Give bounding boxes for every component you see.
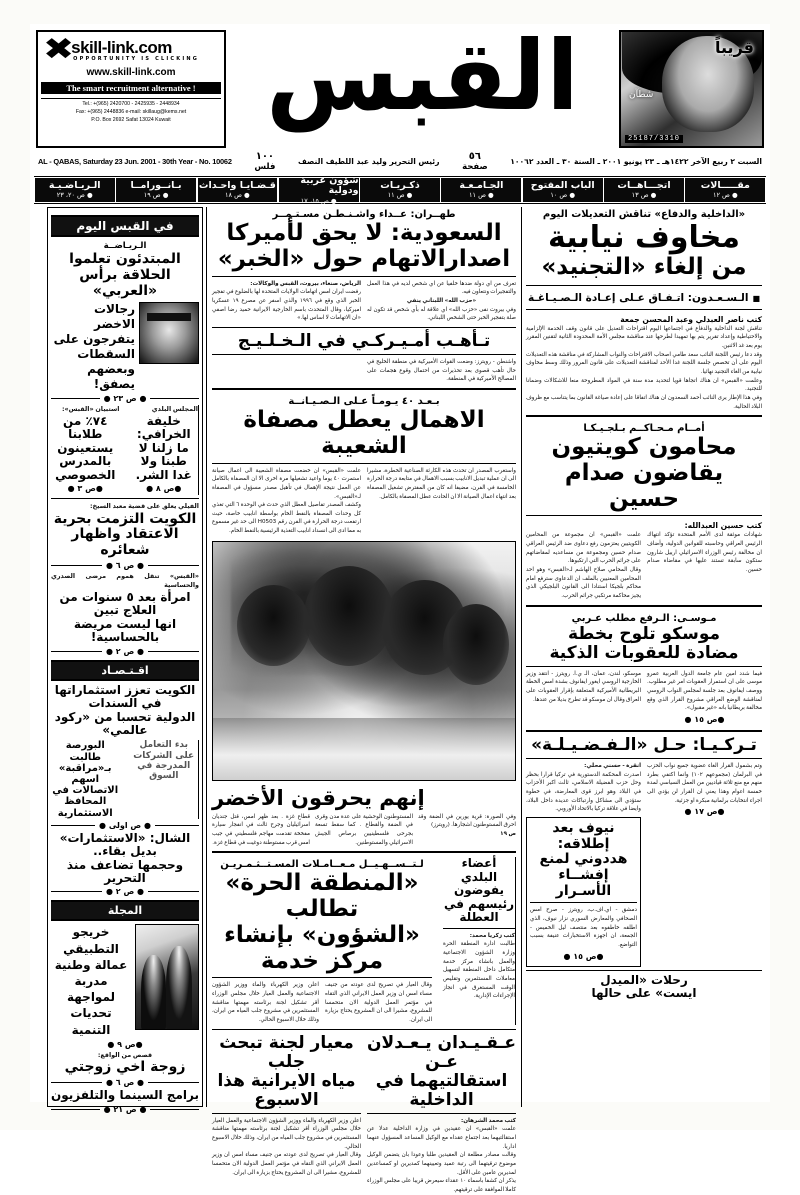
mid-sixth-headline-line2[interactable]: مياه الايرانية هذا الاسبوع [217, 1070, 356, 1110]
divider-with-page [51, 821, 199, 830]
digest-banner-magazine: المجلة [51, 900, 199, 921]
divider [530, 902, 637, 903]
photo-caption-page[interactable]: ص ١٩ [500, 831, 516, 838]
econ2-headline-line1[interactable]: الشال: «الاستثمارات» بديل بقاء.. [59, 830, 191, 859]
text-col [212, 358, 361, 384]
pages-count-block [462, 151, 488, 172]
mid-bottom-row [212, 1034, 516, 1195]
mid-fourth-body-side: طالبت ادارة المنطقة الحرة وزارة الشؤون الاجتماعية والعمل بانشاء مركز خدمة متكامل داخل المنطقة لتسهيل معاملات المستثمرين وتقليص الوقت المستغرق في انجاز الإجراءات الإدارية. [443, 941, 515, 1000]
health-headline-line2[interactable]: انها ليست مريضة بالحساسية! [73, 616, 177, 645]
mid-seventh-headline[interactable]: أعضاء البلدي يفوضون رئيسهم في العطلة [443, 856, 515, 925]
side-brief [438, 857, 516, 1024]
feeli-kicker: الفيلي يعلق على قضية معبد السيخ: [89, 502, 199, 511]
mid-sixth-story [212, 1034, 361, 1195]
health-page-tag[interactable]: ● ص ٢ ● [106, 646, 144, 656]
third-body-1: موسكو، لندن، عمان، الـ ي.ا. رويترز - انتقد وزير الخارجية الروسي ايغور ايفانوف بشدة امس الخطة البريطانية الأميركية المتعلقة بإقرار العقوبات على العراق وقال ان موسكو قد تطرح بديلا من عندها. [526, 670, 641, 703]
masthead-logo [228, 20, 617, 150]
divider [526, 415, 762, 417]
mid-sixth-body-2: وقال العيار في تصريح لدى عودته من جنيف مساء امس ان وزير العمل الايراني الذي التقاه في مؤتمر العمل الدولية الان متحمسا للمشروع، مشيرا الى ان المشروع يحتاج بزيارة الى ايران. [325, 982, 432, 1024]
photo-tree [237, 585, 309, 666]
ad-po-box: P.O. Box 2692 Safat 13024 Kuwait [91, 116, 171, 123]
divider [51, 498, 199, 499]
nav-page: ● ص ٢٠، ٢٣ [56, 191, 93, 200]
fourth-kicker[interactable]: تـركـيـا: حـل «الـفـضـيـلـة» [531, 735, 757, 756]
brief-municipal-headline[interactable]: خليفة الخرافي: ما زلنا لا طبنا ولا غدا الشر. [135, 413, 192, 482]
divider [212, 354, 516, 355]
nav-page: ● ص ١٨ [225, 191, 250, 200]
fifth-headline-line2[interactable]: هددوني لمنع [539, 851, 628, 868]
publication-info-line [30, 150, 770, 175]
fifth-page-tag[interactable]: ● ص ١٥ ● [530, 950, 637, 963]
lead-body-1: تناقش لجنة الداخلية والدفاع في اجتماعها اليوم اقتراحات التعديل على قانون وقف الخدمة الإلزامية والاحتياطية وإعداد تقرير يتم بها تمهيدا لطرحها عند مناقشة مجلس الأمة المحدودة الثانية لتقنين المقرر يوم بعد غد الاثنين. [526, 325, 762, 349]
promo-photo [619, 30, 764, 148]
divider [212, 276, 516, 277]
text-col [526, 531, 641, 600]
nav-label: بـانــورامــا [130, 179, 182, 191]
digest-banner-today: في القبس اليوم [51, 215, 199, 237]
mid-second-kicker[interactable]: تـأهـب أمـيـركـي في الـخـلـيـج [237, 331, 491, 352]
promo-barcode: 25187/3310 [625, 135, 683, 143]
mid-sixth-body-b: وقال العيار في تصريح لدى عودته من جنيف مساء امس ان وزير العمل الايراني الذي التقاه في مؤتمر العمل الدولية الان متحمسا للمشروع، مشيرا الى ان المشروع يحتاج بزيارة الى ايران. [212, 1152, 361, 1176]
nav-page: ● ص ١٣ [631, 191, 657, 200]
photo-caption-columns [212, 813, 516, 848]
pages-count-word: صفحة [462, 161, 488, 172]
digest-two-briefs [51, 405, 199, 495]
divider-with-page [51, 1078, 199, 1087]
econ-sub-right: البورصة طالبت بـ«مراقبة» اسهم الاتصالات في المحافظ الاستثمارية [52, 740, 119, 819]
lead-kicker: «الداخلية والدفاع» تناقش التعديلات اليوم [542, 209, 746, 221]
divider [212, 327, 516, 328]
econ-two-briefs [51, 740, 199, 818]
nav-page: ● ص ١٩ [143, 191, 169, 200]
brief-survey-page[interactable]: ● ص ٣ ● [51, 482, 120, 495]
lead-body-3: وعلمت «القبس» ان هناك اتجاها قويا لتحديد مدة سنة في المواد المطروحة منعا للاشكالات وضمانا للتجنيد. [526, 377, 762, 393]
divider [526, 970, 762, 971]
brief-municipal-kicker: المجلس البلدي [151, 405, 198, 414]
nav-item-2[interactable] [523, 178, 603, 202]
nav-item-0[interactable] [685, 178, 765, 202]
fourth-body-2: وتم بشمول القرار الغاء عضوية جميع نواب الحزب في البرلمان (مجموعهم ١٠٢) وانما اكتفي بطرد منهم مع منع ثلاثة قياديين من العمل السياسي لمدة خمسة اعوام وهذا يعني ان القرار لن يؤدي الى اجراء انتخابات برلمانية مبكرة او جزئية. [647, 763, 762, 804]
mid-lead-body-2: تعرف من اي دولة ضدها خلفيا عن اي شخص لديه في هذا العمل والتفجيرات ونتعاون فيه. [367, 280, 516, 296]
divider [212, 1113, 361, 1114]
second-body-3: شهادات موثقة لدى الأمم المتحدة تؤكد انتهاك الرئيس العراقي وحاسبته للقوانين الدولية، وأضاف ان مخالفة رئيس الوزراء الاسرائيلي ارييل شارون ستكون سابقة تستند عليها في مقاضاة صدام حسين. [647, 532, 762, 574]
nav-item-3[interactable] [441, 178, 521, 202]
mid-third-headline[interactable]: الاهمال يعطل مصفاة الشعيبة [243, 407, 485, 459]
nav-page: ● ص ١١ [469, 191, 494, 200]
divider-with-page [51, 1105, 199, 1114]
text-col [418, 813, 516, 848]
ad-fax: Fax: +(965) 2448836 e-mail: skillaug@kems.net [75, 108, 187, 115]
mid-lead-byline: الرياض، صنعاء، بيروت، القبس والوكالات: [250, 280, 361, 287]
mid-third-body-1: علمت «القبس» ان خضعت مصفاة الشعيبة الى اعمال صيانة استمرت ٤٠ يوما واعيد تشغيلها مرة اخرى الا ان المصفاة بالكامل عن العمل نتيجة الإهمال في تأهيل مصدر مسؤول في المصفاة لـ«القبس». [212, 467, 361, 500]
digest-frame [47, 207, 203, 1114]
fifth-headline-line1[interactable]: نيوف بعد إطلاقه: [552, 819, 615, 852]
nav-page: ● ص ١٠ [550, 191, 576, 200]
mid-fourth-kicker: لـتــســهـيــل مـعــامـلات المسـتــثـمـريـن [220, 859, 424, 871]
divider [526, 309, 762, 310]
mid-third-body-2: وكشف المصدر تفاصيل العطل الذي حدث في الوحدة ٦ التي تغذي كل وحدات المصفاة بالنفط الخام بواسطة انابيب خاصة، حيث ارتفعت درجة الحرارة في الفرن رقم H0503 الى حد غير مسموع به مما ادى الى انسداد انابيب التغذية الرئيسية بالنفط الخام. [212, 502, 361, 535]
x-logo-icon: ✖ [42, 32, 75, 67]
ad-slogan: The smart recruitment alternative ! [41, 82, 221, 94]
mid-fifth-body-2: وقالت مصادر مطلعة ان العقيدين طلبا وعودا بان يتضمن الوكيل موضوع ترقيتهما الى رتبة عميد وتعيينهما كمديرين او كمساعدين لمديرين عامين على الأقل. [367, 1152, 516, 1176]
mid-fourth-body-columns [212, 981, 432, 1024]
divider [212, 388, 516, 390]
mid-fourth-byline: كتب زكريا محمد: [469, 932, 515, 939]
mid-fourth-main [212, 857, 432, 1024]
divider [212, 463, 516, 464]
main-content-grid [34, 207, 766, 1194]
newspaper-logo-arabic: القبس [266, 20, 579, 132]
nav-label: اتجـــاهــات [617, 179, 671, 191]
nav-label: الـريـاضـيـة [48, 179, 101, 191]
promo-qareeban-label: قريباً [715, 38, 754, 57]
divider-with-page [51, 887, 199, 896]
ad-tagline-small: OPPORTUNITY IS CLICKING [73, 55, 200, 62]
text-col [367, 280, 516, 323]
sports-page-tag[interactable]: ● ص ٢٣ ● [103, 394, 147, 404]
divider [367, 1113, 516, 1114]
brief-survey [51, 405, 120, 495]
divider [526, 605, 762, 607]
fifth-headline-line3[interactable]: إفشــاء الأسـرار [555, 867, 612, 899]
brief-municipal-page[interactable]: ● ص ٨ ● [130, 482, 199, 495]
mid-lead-headline-line2[interactable]: اصدارالاتهام حول «الخبر» [217, 246, 511, 273]
mid-sixth-headline-line1[interactable]: معيار لجنة تبحث جلب [219, 1032, 354, 1072]
second-body-1: علمت «القبس» ان مجموعة من المحامين الكويتيين يعتزمون رفع دعاوى ضد الرئيس العراقي صدام حسين ومجموعة من مساعديه لمقاضاتهم على جرائم الحرب التي ارتكبوها. [526, 532, 641, 565]
main-photograph [212, 541, 516, 781]
ad-logo-row [38, 32, 224, 67]
magazine-headline[interactable]: خريجو التطبيقي عمالة وطنية مدربة لمواجهة تحديات التنمية [54, 925, 128, 1037]
mid-lead-subhead: «حزب الله» اللبناني ينفي [406, 298, 477, 305]
photo-ground [213, 718, 515, 780]
mid-fourth-headline-line1[interactable]: «المنطقة الحرة» تطالب [225, 870, 419, 923]
mid-fifth-story [367, 1034, 516, 1195]
divider [526, 285, 762, 286]
econ2-headline-line2[interactable]: وحجمها تضاعف منذ التحرير [66, 857, 184, 886]
nav-page: ● ص ١٢ [713, 191, 738, 200]
mid-fifth-headline-line1[interactable]: عـقـيـدان يـعـدلان عـن [367, 1032, 516, 1072]
nav-page: ● ص ١١ [387, 191, 413, 200]
mid-third-kicker: بـعـد ٤٠ يـومـاً عـلى الـصـيـانــة [288, 396, 440, 408]
fifth-body-1: دمشق - اي.اف.ب، رويترز - صرح امس الصحافي والمعارض السوري نزار نيوف، الذي اطلقه خاطفوه بعد منتصف ليل الخميس - الجمعة، ان اجهزة الاستخبارات عنيفة بسبب التواضع. [530, 907, 637, 948]
mid-fifth-body-1: علمت «القبس» ان عقيدين في وزارة الداخلية عدلا عن استقالتيهما بعد اجتماع عقداه مع الوكيل المساعد المسؤول عنهما اداريا. [367, 1126, 516, 1150]
price-word: فلس [254, 161, 276, 172]
mid-lead-headline-line1[interactable]: السعودية: لا يحق لأميركا [226, 220, 502, 247]
third-headline-line1[interactable]: موسكو تلوح بخطة [567, 623, 721, 644]
text-col [367, 358, 516, 384]
skill-link-advertisement[interactable] [36, 30, 226, 148]
fourth-body-columns [526, 762, 762, 967]
divider [212, 1029, 516, 1030]
divider [212, 851, 516, 853]
column-left-digest [44, 207, 206, 1114]
feeli-headline-line2[interactable]: الاعتقاد واظهار شعائره [71, 526, 179, 559]
fifth-story-box [526, 817, 641, 967]
text-col [367, 467, 516, 536]
lead-body-4: وفي هذا الإطار يرى النائب أحمد السعدون ان هناك اتفاقا على إعادة صياغة القانون بما يتناسب مع ظروف البلاد الحالية. [526, 394, 762, 410]
lead-body-2: وقد دعا رئيس اللجنة النائب سعد طامي اصحاب الاقتراحات والنواب المشاركة في مناقشة هذه التعديلات اليوم على أن تخصص جلسة اللجنة غدا الأحد لمناقشة التعديلات على قانون المرور وذلك وسط مخاوف نيابية من الغاء التجنيد نهائيا. [526, 351, 762, 375]
mid-third-body-columns [212, 467, 516, 536]
magazine-page-tag[interactable]: ● ص ٩ ● [51, 1038, 199, 1051]
graduates-photo-thumbnail [135, 924, 199, 1030]
nav-item-6[interactable] [198, 178, 278, 202]
text-col [212, 280, 361, 323]
econ-sub-left: بدء التعامل على الشركات المدرجة في السوق [133, 740, 195, 781]
mid-sixth-body-a: اعلن وزير الكهرباء والماء ووزير الشؤون الاجتماعية والعمل العيار خلال مجلس الوزراء أقر تشكيل لجنة برئاسته مهمتها مناقشة المستثمرين في مشروع جلب المياه من ايران، وذلك خلال الاسبوع الحالي. [212, 1117, 361, 1150]
third-headline-line2[interactable]: مضادة للعقوبات الذكية [549, 642, 739, 663]
nav-item-7[interactable] [116, 178, 196, 202]
promo-signature: شطآن [629, 90, 654, 100]
section-navigation-bar [34, 176, 766, 204]
mid-lead-kicker: طهــران: عــداء واشـنـطـن مسـتـمــر [272, 209, 456, 221]
editor-in-chief-line: رئيس التحرير وليد عبد اللطيف النصف [297, 157, 440, 167]
econ-headline-line2[interactable]: الدولية تحسبا من «ركود عالمي» [54, 709, 196, 737]
text-col [325, 981, 432, 1024]
sports-body: رجالات الاخضر يتفرجون على السقطات وبعضهم يصفق! [53, 302, 135, 392]
text-col [212, 981, 319, 1024]
nav-label: شؤون عربية ودولية [300, 174, 359, 197]
econ-headline-line1[interactable]: الكويت تعزز استثماراتها في السندات [54, 682, 196, 711]
ad-url[interactable]: www.skill-link.com [86, 67, 176, 78]
second-kicker: أمــام مـحـاكــم بـلجـيـكـا [583, 423, 705, 435]
feeli-headline-line1[interactable]: الكويت التزمت بحرية [53, 510, 197, 527]
divider [526, 730, 762, 732]
nav-label: قـضـايـا واحـداث [198, 179, 276, 191]
mid-fifth-byline: كتب محمد الشرهان: [460, 1117, 516, 1124]
lead-headline-line2[interactable]: من إلغاء «التجنيد» [541, 253, 747, 280]
health-headline-line1[interactable]: امرأة بعد ٥ سنوات من العلاج تبين [59, 589, 191, 618]
nav-item-8[interactable] [35, 178, 115, 202]
nav-page: ● ص ١٥، ١٧ [300, 196, 337, 205]
nav-label: الباب المفتوح [530, 179, 595, 191]
second-body-columns [526, 531, 762, 600]
ad-brand-name: skill-link.com [71, 37, 172, 57]
econ-brief-right [51, 740, 120, 818]
third-page-tag[interactable]: ● ص ١٥ ● [647, 713, 762, 726]
nav-label: مقـــــالات [700, 179, 750, 191]
mid-third-body-3: واستغرب المصدر ان تحدث هذه الكارثة الصناعية الخطرة، مشيرا الى ان عملية تبديل الانابيب بسبب الاهمال في متابعة درجة الحرارة الخامسة في الفرن، مضيفا انه كان من المفترض تشغيل المصفاة بعد انتهاء اعمال الصيانة الا ان الحادث عطل المصفاة بالكامل. [367, 467, 516, 500]
text-col [315, 813, 413, 848]
nav-label: الجـامـعـة [459, 179, 504, 191]
price-value: ١٠٠ [255, 151, 275, 162]
sports-headline-line1[interactable]: المبتدئون تعلموا [69, 251, 181, 268]
lead-byline: كتب ناصر العبدلي وعبد المحسن جمعة [620, 314, 762, 324]
fourth-page-tag[interactable]: ● ص ١٧ ● [647, 805, 762, 818]
magazine-page3-tag[interactable]: ● ص ٢١ ● [103, 1104, 147, 1114]
mid-fifth-headline-line2[interactable]: استقالتيهما في الداخلية [375, 1070, 508, 1110]
nav-item-4[interactable] [360, 178, 440, 202]
mid-lead-body-columns [212, 280, 516, 323]
magazine-headline2[interactable]: زوجة اخي زوجتي [64, 1059, 186, 1076]
econ-brief-left [126, 740, 200, 818]
mid-second-body [212, 358, 516, 384]
nav-label: ذكـريـات [380, 179, 420, 191]
paper-sheet [30, 20, 770, 1194]
price-block [254, 151, 275, 172]
photo-caption-1: قطاع غزة . بعد ظهر امس، قتل جنديان اسرائيليان وجرح ثالث في انفجار سيارة مفخخة تقدمت مهاجم فلسطيني في جيب امس قرب مستوطنة دوغيت في قطاع غزة. [212, 813, 310, 846]
mid-lower-split [212, 857, 516, 1024]
english-masthead-line: AL - QABAS, Saturday 23 Jun. 2001 - 30th Year - No. 10062 [38, 157, 232, 167]
photo-caption-2: المستوطنون الوحشية على عدة مدن وقرى في الضفة والقطاع . كما سقط تسعة بجرحى فلسطينيين برصاص الجيش الاسرائيلي والمستوطنين. [315, 813, 413, 846]
mid-fifth-body-3: يذكر ان كشفا باسماء ١٠ عقداء سيعرض قريبا على مجلس الوزراء كاملا الموافقة على ترقيتهم. [367, 1178, 516, 1194]
feeli-page-tag[interactable]: ● ص ٦ ● [106, 560, 144, 570]
magazine-kicker2: قصص من الواقع: [97, 1050, 153, 1059]
text-col [647, 670, 762, 726]
third-kicker: مـوسـى: الـرفع مطلب عـربي [571, 612, 717, 624]
divider-with-page [51, 561, 199, 570]
magazine-headline3[interactable]: برامج السينما والتلفزيون [51, 1088, 199, 1103]
lead-headline-line1[interactable]: مخاوف نيابية [548, 220, 740, 256]
lead-subkicker: ■ الـسـعـدون: اتـفـاق عـلى إعـادة الـصـيـاغـة [526, 290, 762, 306]
photo-tree [443, 604, 509, 685]
sports-headline-line2[interactable]: الحلاقة برأس «العربي» [79, 266, 171, 299]
sports-row [51, 302, 199, 392]
photo-caption-3: وفي الصورة: قرية يورين في الضفة وقد احرق المستوطنون اشجارها. (رويترز) [418, 813, 516, 829]
divider [526, 515, 762, 516]
econ-page-tag[interactable]: ● ص اولى ● [99, 820, 151, 830]
photo-caption-headline: إنهم يحرقون الأخضر [212, 785, 425, 810]
sixth-subhead[interactable]: ايست» على حالها [591, 986, 697, 1001]
digest-banner-economy: اقـتـصـاد [51, 660, 199, 681]
text-col [526, 670, 641, 726]
divider [443, 928, 515, 929]
divider-with-page [51, 647, 199, 656]
fourth-dateline: انقرة - حسني محلي: [584, 763, 641, 770]
second-body-2: وقال المحامي صلاح الهاشم لـ«القبس» وهو احد المحامين المعنيين بالملف ان الدعاوى سترفع امام محاكم بلجيكا استنادا الى القانون البلجيكي الذي يجيز محاكمة مرتكبي جرائم الحرب. [526, 567, 641, 600]
brief-survey-headline[interactable]: ٧٤٪ من طلابنا يستعينون بالمدرس الخصوصي [55, 413, 116, 482]
mid-fourth-headline-line2[interactable]: «الشؤون» بإنشاء مركز خدمة [224, 921, 420, 974]
mid-sixth-body-1: اعلن وزير الكهرباء والماء ووزير الشؤون الاجتماعية والعمل العيار خلال مجلس الوزراء أقر تشكيل لجنة برئاسته مهمتها مناقشة المستثمرين في مشروع جلب المياه من ايران، وذلك خلال الاسبوع الحالي. [212, 982, 319, 1024]
second-byline: كتب حسين العبدالله: [684, 521, 762, 531]
brief-municipal [126, 405, 200, 495]
second-headline-line1[interactable]: محامون كويتيون [551, 434, 737, 461]
text-col [212, 813, 310, 848]
third-body-columns [526, 670, 762, 726]
arabic-date-line: السبت ٢ ربيع الآخر ١٤٢٢هـ ـ ٢٣ يونيو ٢٠٠١ ـ السنة ٣٠ ـ العدد ١٠٠٦٢ [510, 157, 762, 167]
mid-second-body: واشنطن - رويترز: وضعت القوات الأميركية في منطقة الخليج في حال تأهب قصوى بعد تحذيرات من احتمال وقوع هجمات على المصالح الأميركية في المنطقة. [367, 359, 516, 383]
text-col [212, 467, 361, 536]
column-middle [206, 207, 521, 1194]
magazine-page2-tag[interactable]: ● ص ٦ ● [106, 1078, 144, 1088]
divider [526, 758, 762, 759]
column-right [521, 207, 766, 1107]
masthead [30, 20, 770, 150]
health-kicker: «القبس» تنقل هموم مرضى الصدري والحساسية [51, 571, 199, 590]
club-crest-thumbnail [139, 302, 199, 364]
third-body-2: فيما شدد امين عام جامعة الدول العربية عمرو موسى على ان استمرار العقوبات امر غير مطلوب. ووصف ايفانوف بعد جلسة لمجلس النواب الروسي لمناقشة الوضع العراقي مشروع القرار الذي وقع مخالفة بريطانيا بانه «غير مقبول». [647, 670, 762, 712]
text-col [647, 762, 762, 967]
ad-contact-block [41, 98, 221, 124]
brief-survey-kicker: استبيان «القبس»: [61, 405, 120, 414]
mid-lead-body-4: وفي بيروت نفى «حزب الله» اي علاقة له بأي شخص قد تكون له صلة بتفجير الخبر حتى الشخص اللبناني. [367, 306, 516, 322]
divider-with-page [51, 394, 199, 403]
sixth-headline[interactable]: رحلات «الميدل [600, 972, 688, 987]
divider [526, 666, 762, 667]
pages-count-number: ٥٦ [468, 151, 481, 162]
ad-tel: Tel.: +(965) 2420700 - 2425935 - 2448934 [82, 101, 180, 107]
magazine-row [51, 924, 199, 1037]
econ2-page-tag[interactable]: ● ص ٢ ● [106, 887, 144, 897]
second-headline-line2[interactable]: يقاضون صدام حسين [564, 459, 724, 512]
sports-section-label: الـريـاضــة [103, 241, 147, 252]
nav-item-1[interactable] [604, 178, 684, 202]
divider [212, 977, 432, 978]
text-col [526, 762, 641, 967]
photo-tree [304, 566, 395, 666]
mid-lead-body-1: رفضت ايران امس اتهامات الولايات المتحدة لها بالضلوع في تفجير الخبر الذي وقع في ١٩٩٦ والذي اسفر عن مصرع ١٩ عسكريا اميركيا، وقال المتحدث باسم الخارجية الايرانية حميد رضا اصفي «ان الاتهامات لا اساس لها.» [212, 289, 361, 322]
nav-item-5[interactable] [279, 174, 359, 205]
fourth-body-1: اصدرت المحكمة الدستورية في تركيا قرارا بحظر وحل حزب الفضيلة الاسلامي، ثالث اكبر الأحزاب في البلاد وهو ابرز قوى المعارضة، في خطوة ستؤدي الى مشاكل وارتباكات عديدة داخل البلاد، وايضا في علاقة تركيا بالاتحاد الأوروبي. [526, 771, 641, 813]
text-col [647, 531, 762, 600]
